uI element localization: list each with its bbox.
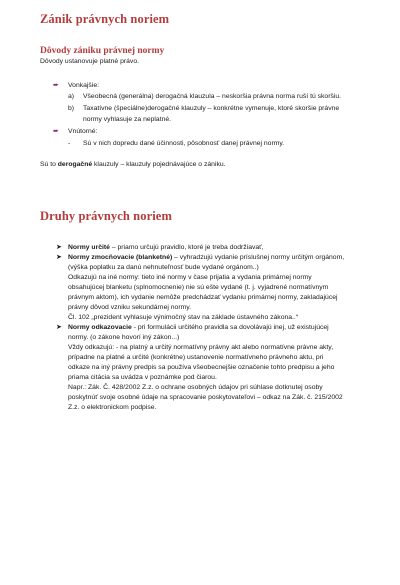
intro-text: Dôvody ustanovuje platné právo.	[40, 58, 139, 65]
blanket-line: právny dôvod vzniku sekundárnej normy.	[68, 304, 192, 311]
referring-line: priama citácia sa uvádza v poznámke pod čiarou.	[68, 374, 217, 381]
types-list	[56, 243, 368, 413]
external-item-b-line1: Taxatívne (špeciálne)derogačné klauzuly – konkrétne vymenuje, ktoré skoršie právne	[83, 105, 340, 112]
blanket-line: (výška poplatku za danú nehnuteľnosť bude vydané orgánom..)	[68, 264, 259, 271]
internal-text: Sú v nich dopredu dané účinnosti, pôsobnosť danej právnej normy.	[83, 140, 285, 147]
arrow-bullet-icon: ➨	[53, 82, 59, 89]
referring-line: poskytnúť svoje osobné údaje na spracovanie poskytovateľovi – odkaz na Zák. č. 215/2002	[68, 394, 343, 401]
blanket-line: Odkazujú na iné normy: tieto iné normy v čase prijatia a vydania primárnej normy	[68, 274, 312, 281]
triangle-bullet-icon: ➤	[56, 254, 62, 261]
heading-zanik: Zánik právnych noriem	[40, 12, 170, 26]
triangle-bullet-icon: ➤	[56, 324, 62, 331]
list-item-blanket: ➤ Normy zmocňovacie (blanketné) – vyhradzujú vydanie príslušnej normy určitým orgánom, (výška poplatku za danú nehnuteľnosť bude vydané orgánom..) Odkazujú na iné normy: tieto iné normy v čase prijatia a vydania primárnej normy obsahujúcej blanketu (splnomocnenie) nie sú ešte vydané (t. j. vyjadrené normatívnym právnym aktom), ich vydanie nemôže predchádzať vydaniu primárnej normy, zakladajúcej právny dôvod vzniku sekundárnej normy. Čl. 102 „prezident vyhlasuje výnimočný stav na základe ústavného zákona..“	[68, 253, 368, 323]
triangle-bullet-icon: ➤	[56, 244, 62, 251]
list-item-referring: ➤ Normy odkazovacie - pri formulácii určitého pravidla sa dovolávajú inej, už existujúcej normy. (o zákone hovorí iný zákon...) Vždy odkazujú: - na platný a určitý normatívny právny akt alebo normatívne právne akty, prípadne na platné a určité (konkrétne) ustanovenie normatívneho právneho aktu, pri odkaze na iný právny predpis sa používa všeobecnejšie označenie tohto predpisu a jeho priama citácia sa uvádza v poznámke pod čiarou. Napr.: Zák. Č. 428/2002 Z.z. o ochrane osobných údajov pri súhlase dotknutej osoby poskytnúť svoje osobné údaje na spracovanie poskytovateľovi – odkaz na Zák. č. 215/2002 Z.z. o elektronickom podpise.	[68, 323, 368, 413]
list-marker-b: b)	[68, 105, 75, 112]
blanket-line: obsahujúcej blanketu (splnomocnenie) nie sú ešte vydané (t. j. vyjadrené normatívnym	[68, 284, 329, 291]
referring-line: Z.z. o elektronickom podpise.	[68, 404, 157, 411]
list-marker-a: a)	[68, 93, 75, 100]
referring-line: prípadne na platné a určité (konkrétne) ustanovenie normatívneho právneho aktu, pri	[68, 354, 324, 361]
referring-line: Vždy odkazujú: - na platný a určitý normatívny právny akt alebo normatívne právne akty,	[68, 344, 334, 351]
subheading-dovody: Dôvody zániku právnej normy	[40, 46, 165, 56]
external-item-b-line2: normy vyhlasuje za neplatné.	[83, 116, 172, 123]
blanket-line: právnym aktom), ich vydanie nemôže predchádzať vydaniu primárnej normy, zakladajúcej	[68, 294, 338, 301]
referring-line: Napr.: Zák. Č. 428/2002 Z.z. o ochrane osobných údajov pri súhlase dotknutej osoby	[68, 384, 323, 391]
referring-line: odkaze na iný právny predpis sa používa všeobecnejšie označenie tohto predpisu a jeho	[68, 364, 335, 371]
external-label: Vonkajšie:	[68, 82, 99, 89]
derog-sentence: Sú to derogačné klauzuly – klauzuly pojednávajúce o zániku.	[40, 161, 226, 168]
blanket-line: Čl. 102 „prezident vyhlasuje výnimočný stav na základe ústavného zákona..“	[68, 314, 299, 321]
internal-label: Vnútorné:	[68, 128, 98, 135]
list-item-certain: ➤ Normy určité – priamo určujú pravidlo, ktoré je treba dodržiavať,	[56, 244, 264, 251]
heading-druhy: Druhy právnych noriem	[40, 209, 172, 223]
referring-line: normy. (o zákone hovorí iný zákon...)	[68, 334, 180, 341]
external-item-a: Všeobecná (generálna) derogačná klauzula – neskoršia právna norma ruší tú skoršiu.	[83, 93, 342, 100]
dash-marker: -	[68, 140, 71, 147]
arrow-bullet-icon: ➨	[53, 128, 59, 135]
